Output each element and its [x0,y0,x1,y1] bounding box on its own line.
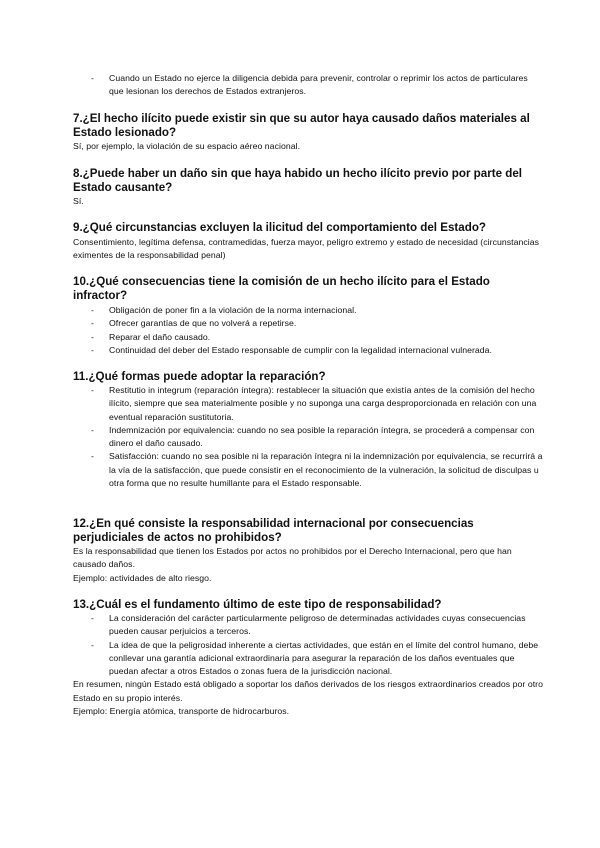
list-item [73,344,543,357]
bullet-text: Ofrecer garantías de que no volverá a repetirse. [109,318,297,329]
bullet-text: La consideración del carácter particularmente peligroso de determinadas actividades cuyas consecuencias pueden causar perjuicios a terceros. [109,613,526,637]
top-bullet-block [73,72,543,99]
question-10 [73,275,543,357]
list-item [73,424,543,451]
question-title: 7.¿El hecho ilícito puede existir sin que su autor haya causado daños materiales al Estado lesionado? [73,112,530,139]
question-answer: Consentimiento, legítima defensa, contramedidas, fuerza mayor, peligro extremo y estado de necesidad (circunstancias eximentes de la responsabilidad penal) [73,237,539,261]
bullet-text: La idea de que la peligrosidad inherente a ciertas actividades, que están en el límite del control humano, debe conllevar una garantía adicional extraordinaria para asegurar la reparación de los daños eventuales que puedan afectar a otros Estados o zonas fuera de la jurisdicción nacional. [109,639,539,677]
question-bullets [73,612,543,678]
question-answer: Sí. [73,196,84,206]
question-title: 12.¿En qué consiste la responsabilidad internacional por consecuencias perjudiciales de actos no prohibidos? [73,517,474,544]
bullet-marker: - [91,424,94,435]
bullet-marker: - [91,451,94,462]
question-9 [73,221,543,263]
question-13 [73,598,543,718]
list-item [73,384,543,424]
bullet-text: Indemnización por equivalencia: cuando no sea posible la reparación íntegra, se procederá a compensar con dinero el daño causado. [109,424,535,449]
question-title: 8.¿Puede haber un daño sin que haya habido un hecho ilícito previo por parte del Estado causante? [73,167,523,194]
list-item [73,331,543,344]
bullet-text: Satisfacción: cuando no sea posible ni la reparación íntegra ni la indemnización por equivalencia, se recurrirá a la vía de la satisfacción, que puede consistir en el reconocimiento de la vulneración, la solicitud de disculpas u otra forma que no resulte humillante para el Estado responsable. [109,451,543,489]
question-title: 10.¿Qué consecuencias tiene la comisión de un hecho ilícito para el Estado infractor? [73,275,490,302]
bullet-marker: - [91,639,94,650]
bullet-marker: - [91,331,94,342]
question-7 [73,112,543,153]
bullet-text: Continuidad del deber del Estado responsable de cumplir con la legalidad internacional vulnerada. [109,344,493,355]
top-bullet-list [73,72,543,99]
bullet-marker: - [91,613,94,623]
list-item [73,72,543,99]
question-bullets [73,304,543,357]
question-title: 13.¿Cuál es el fundamento último de este tipo de responsabilidad? [73,598,442,611]
bullet-text: Cuando un Estado no ejerce la diligencia debida para prevenir, controlar o reprimir los actos de particulares que lesionan los derechos de Estados extranjeros. [109,73,528,97]
question-11 [73,370,543,490]
question-summary: En resumen, ningún Estado está obligado a soportar los daños derivados de los riesgos extraordinarios creados por otro Estado en su propio interés. [73,679,543,703]
list-item [73,317,543,330]
bullet-marker: - [91,318,94,329]
question-8 [73,167,543,208]
list-item [73,450,543,490]
bullet-marker: - [91,344,94,355]
question-example: Ejemplo: actividades de alto riesgo. [73,572,212,583]
bullet-text: Reparar el daño causado. [109,331,211,342]
question-answer: Es la responsabilidad que tienen los Estados por actos no prohibidos por el Derecho Internacional, pero que han causado daños. [73,546,512,570]
question-title: 11.¿Qué formas puede adoptar la reparación? [73,370,326,383]
question-answer: Sí, por ejemplo, la violación de su espacio aéreo nacional. [73,141,301,151]
list-item [73,612,543,639]
list-item [73,304,543,317]
list-item [73,639,543,679]
bullet-marker: - [91,305,94,315]
bullet-text: Restitutio in integrum (reparación íntegra): restablecer la situación que existía antes de la comisión del hecho ilícito, siempre que sea materialmente posible y no suponga una carga desproporcionada en relación con una eventual reparación sustitutoria. [109,385,537,422]
bullet-marker: - [91,385,94,395]
question-title: 9.¿Qué circunstancias excluyen la ilicitud del comportamiento del Estado? [73,221,486,234]
question-12 [73,517,543,585]
bullet-marker: - [91,73,94,83]
question-example: Ejemplo: Energía atómica, transporte de hidrocarburos. [73,706,290,717]
question-bullets [73,384,543,490]
bullet-text: Obligación de poner fin a la violación de la norma internacional. [109,305,357,315]
